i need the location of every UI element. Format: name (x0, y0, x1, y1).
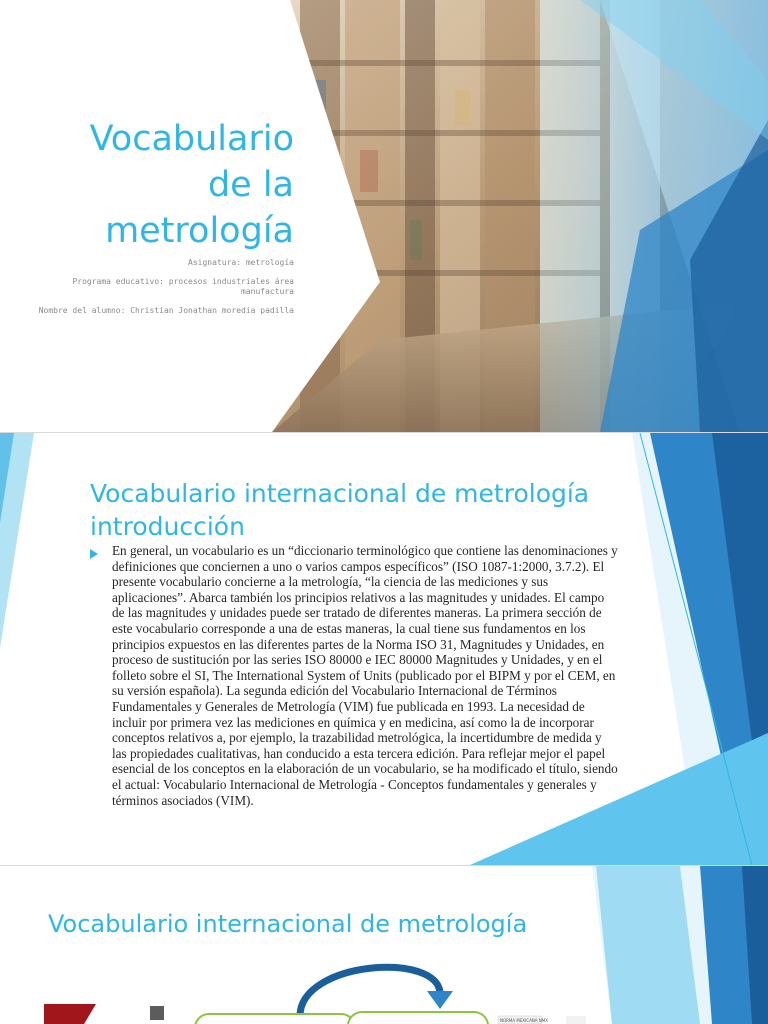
document-thumbnail-text: NORMA MEXICANA NMX (500, 1018, 548, 1023)
curved-arrow-icon (300, 967, 440, 1016)
slide-3-decoration (0, 866, 768, 1024)
introduction-paragraph: En general, un vocabulario es un “diccionario terminológico que contiene las denominaciones y definiciones que conciernen a uno o varios campos específicos” (ISO 1087-1:2000, 3.7.2). El presente vocabulario concierne a la metrología, “la ciencia de las mediciones y sus aplicaciones”. Abarca también los principios relativos a las magnitudes y unidades. El campo de las magnitudes y unidades puede ser tratado de diferentes maneras. La primera sección de este vocabulario corresponde a una de estas maneras, la cual tiene sus fundamentos en los principios expuestos en las diferentes partes de la Norma ISO 31, Magnitudes y Unidades, en proceso de sustitución por las series ISO 80000 e IEC 80000 Magnitudes y Unidades, y en el folleto sobre el SI, The International System of Units (publicado por el BIPM y por el CEM, en su versión española). La segunda edición del Vocabulario Internacional de Términos Fundamentales y Generales de Metrología (VIM) fue publicada en 1993. La necesidad de incluir por primera vez las mediciones en química y en medicina, así como la de incorporar conceptos relativos a, por ejemplo, la trazabilidad metrológica, la incertidumbre de medida y las propiedades cualitativas, han conducido a esta tercera edición. Para reflejar mejor el papel esencial de los conceptos en la elaboración de un vocabulario, se ha modificado el título, siendo el actual: Vocabulario Internacional de Metrología - Conceptos fundamentales y generales y términos asociados (VIM). (112, 543, 618, 808)
title-line-1: Vocabulario (89, 119, 294, 159)
slide-1-title (14, 116, 294, 254)
book-cover-thumbnail (44, 1004, 96, 1024)
slide-title (0, 0, 768, 432)
title-line-2: de la (207, 165, 294, 205)
student-line: Nombre del alumno: Christian Jonathan moredia padilla (38, 306, 294, 315)
slide-2-title (90, 477, 630, 543)
slide-2-title-line-1: Vocabulario internacional de metrología (90, 479, 590, 508)
subject-line: Asignatura: metrología (188, 258, 294, 267)
slide-3-title: Vocabulario internacional de metrología (48, 910, 528, 938)
program-line-2: manufactura (241, 287, 294, 296)
slide-vocabulary-diagram (0, 866, 768, 1024)
diagram-box-left (195, 1014, 355, 1024)
title-line-3: metrología (105, 211, 294, 251)
program-line-1: Programa educativo: procesos industriales área (72, 277, 294, 286)
slide-2-title-line-2: introducción (90, 512, 245, 541)
bullet-arrow-icon (90, 549, 98, 559)
diagram-box-right (348, 1012, 488, 1024)
document-thumbnail-small (566, 1016, 586, 1024)
slide-introduction (0, 433, 768, 865)
logo-icon (150, 1006, 164, 1020)
arrow-head-icon (427, 991, 453, 1009)
